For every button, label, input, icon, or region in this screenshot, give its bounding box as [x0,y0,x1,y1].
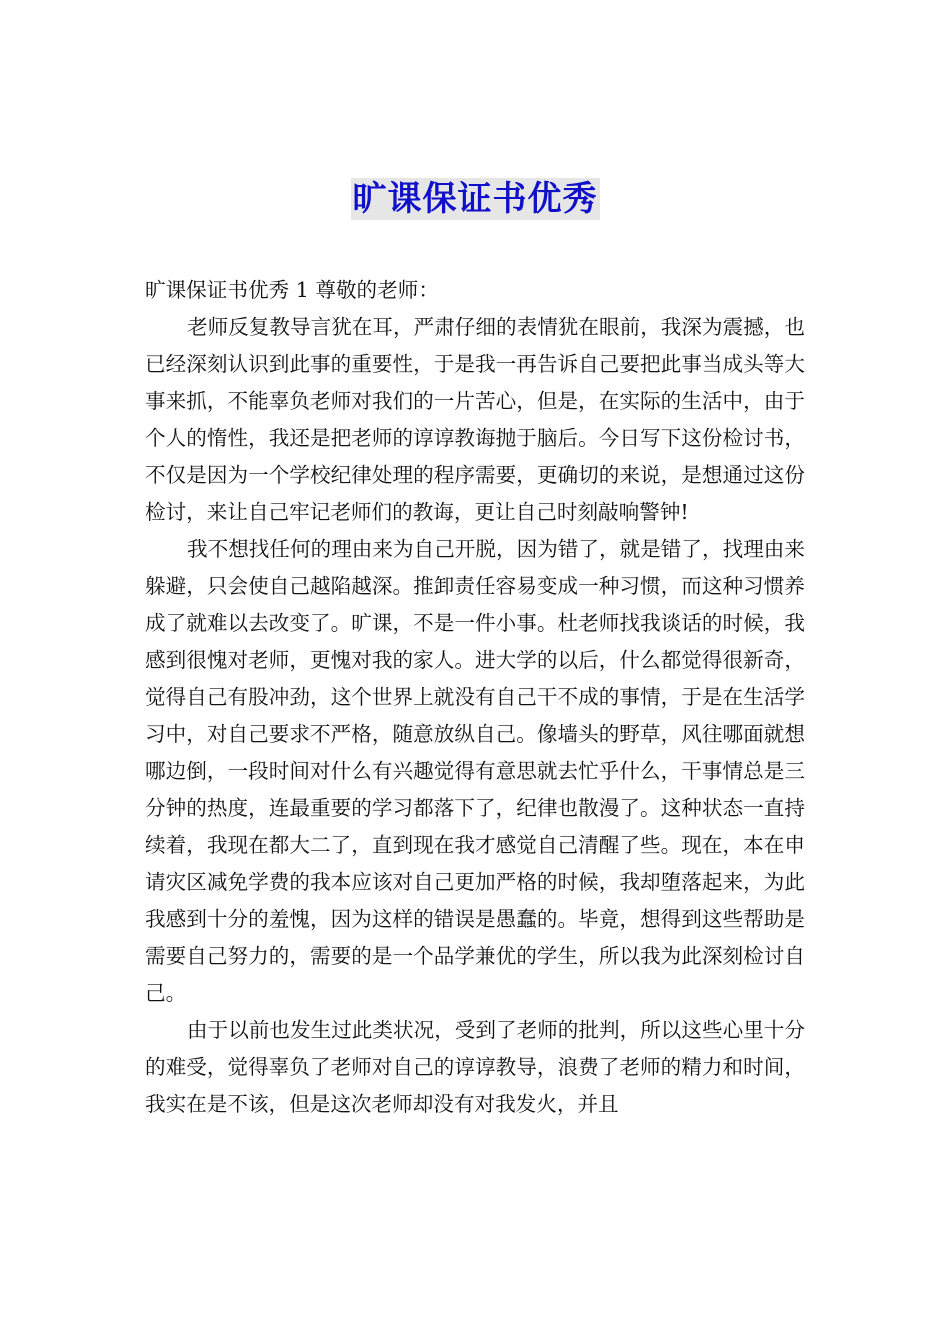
title-container [0,178,950,220]
body-paragraph: 老师反复教导言犹在耳，严肃仔细的表情犹在眼前，我深为震撼，也已经深刻认识到此事的重要性，于是我一再告诉自己要把此事当成头等大事来抓，不能辜负老师对我们的一片苦心，但是，在实际的生活中，由于个人的惰性，我还是把老师的谆谆教诲抛于脑后。今日写下这份检讨书，不仅是因为一个学校纪律处理的程序需要，更确切的来说，是想通过这份检讨，来让自己牢记老师们的教诲，更让自己时刻敲响警钟! [145,315,805,524]
document-title: 旷课保证书优秀 [352,179,598,219]
greeting-line: 旷课保证书优秀 1 尊敬的老师： [145,278,439,302]
body-paragraph: 由于以前也发生过此类状况，受到了老师的批判，所以这些心里十分的难受，觉得辜负了老师对自己的谆谆教导，浪费了老师的精力和时间，我实在是不该，但是这次老师却没有对我发火，并且 [145,1018,805,1116]
document-body [145,272,805,1123]
body-paragraph: 我不想找任何的理由来为自己开脱，因为错了，就是错了，找理由来躲避，只会使自己越陷越深。推卸责任容易变成一种习惯，而这种习惯养成了就难以去改变了。旷课，不是一件小事。杜老师找我谈话的时候，我感到很愧对老师，更愧对我的家人。进大学的以后，什么都觉得很新奇，觉得自己有股冲劲，这个世界上就没有自己干不成的事情，于是在生活学习中，对自己要求不严格，随意放纵自己。像墙头的野草，风往哪面就想哪边倒，一段时间对什么有兴趣觉得有意思就去忙乎什么，干事情总是三分钟的热度，连最重要的学习都落下了，纪律也散漫了。这种状态一直持续着，我现在都大二了，直到现在我才感觉自己清醒了些。现在，本在申请灾区减免学费的我本应该对自己更加严格的时候，我却堕落起来，为此我感到十分的羞愧，因为这样的错误是愚蠢的。毕竟，想得到这些帮助是需要自己努力的，需要的是一个品学兼优的学生，所以我为此深刻检讨自己。 [145,537,805,1005]
